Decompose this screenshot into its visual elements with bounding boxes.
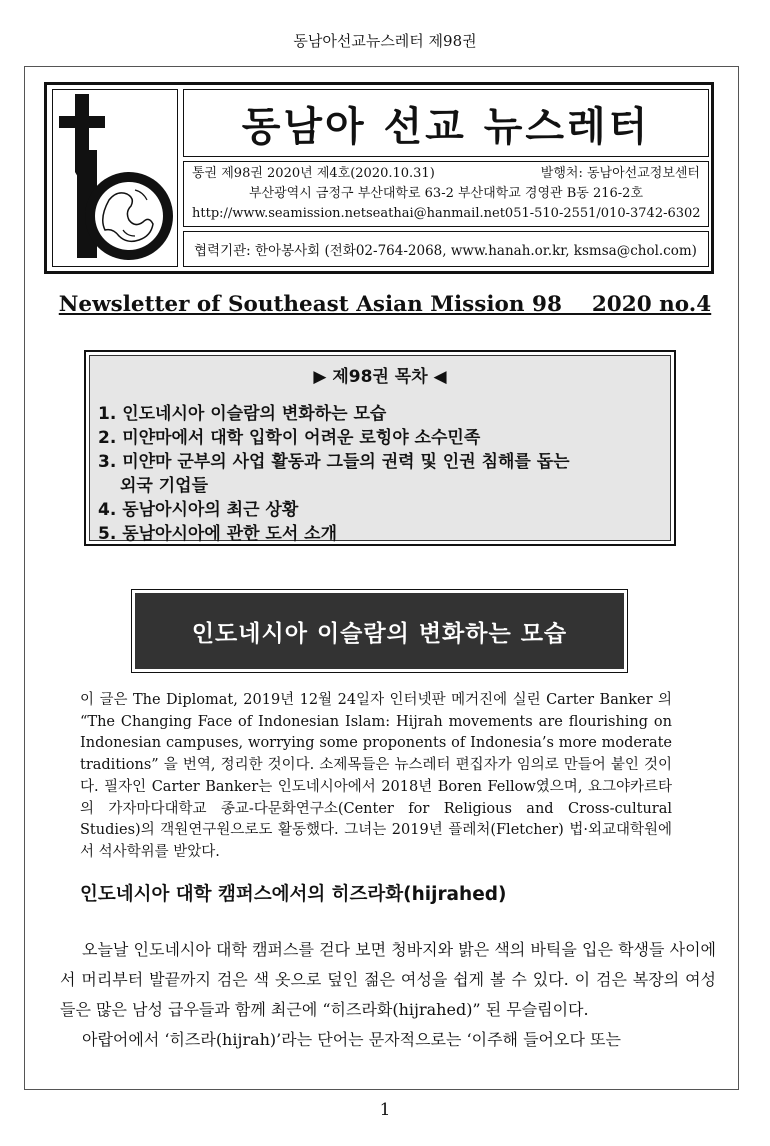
intro-paragraph: 이 글은 The Diplomat, 2019년 12월 24일자 인터넷판 메거진에 실린 Carter Banker 의 “The Changing Face of Indonesian Islam: Hijrah movements are flourishing on Indonesian campuses, worrying some proponents of Indonesia’s more moderate traditions” 을 번역, 정리한 것이다. 소제목들은 뉴스레터 편집자가 임의로 만들어 붙인 것이다. 필자인 Carter Banker는 인도네시아에서 2018년 Boren Fellow였으며, 요그야카르타의 가자마다대학교 종교-다문화연구소(Center for Religious and Cross-cultural Studies)의 객원연구원으로도 활동했다. 그녀는 2019년 플레처(Fletcher) 법·외교대학원에서 석사학위를 받았다.	[80, 692, 672, 860]
page-number: 1	[379, 1100, 391, 1120]
english-title: Newsletter of Southeast Asian Mission 98 2020 no.4	[58, 292, 712, 317]
logo-letters	[67, 96, 97, 97]
body-text	[60, 935, 716, 1055]
cooperation-box	[183, 231, 709, 267]
toc-item[interactable]: 1. 인도네시아 이슬람의 변화하는 모습	[98, 404, 387, 424]
table-of-contents	[84, 350, 676, 546]
info-row-contact	[192, 204, 700, 224]
section-title: 인도네시아 이슬람의 변화하는 모습	[135, 593, 624, 669]
masthead	[44, 82, 714, 274]
body-paragraph: 오늘날 인도네시아 대학 캠퍼스를 걷다 보면 청바지와 밝은 색의 바틱을 입은 학생들 사이에서 머리부터 발끝까지 검은 색 옷으로 덮인 젊은 여성을 쉽게 볼 수 있다. 이 검은 복장의 여성들은 많은 남성 급우들과 함께 최근에 “히즈라화(hijrahed)” 된 무슬림이다.	[60, 940, 716, 1019]
cooperation-text: 협력기관: 한아봉사회 (전화02-764-2068, www.hanah.or.kr, ksmsa@chol.com)	[194, 243, 697, 259]
body-paragraph: 아랍어에서 ‘히즈라(hijrah)’라는 단어는 문자적으로는 ‘이주해 들어오다 또는	[82, 1030, 621, 1049]
toc-item[interactable]: 3. 미얀마 군부의 사업 활동과 그들의 권력 및 인권 침해를 돕는	[98, 452, 570, 472]
section-banner	[131, 589, 628, 673]
subheading: 인도네시아 대학 캠퍼스에서의 히즈라화(hijrahed)	[80, 884, 507, 905]
toc-item-continuation[interactable]: 외국 기업들	[120, 476, 209, 496]
issue-info: 통권 제98권 2020년 제4호(2020.10.31)	[192, 166, 435, 181]
info-row-issue	[192, 164, 700, 184]
info-row-address	[192, 184, 700, 204]
toc-item[interactable]: 4. 동남아시아의 최근 상황	[98, 500, 299, 520]
toc-panel	[89, 355, 671, 544]
seam-logo	[52, 89, 178, 267]
address: 부산광역시 금정구 부산대학로 63-2 부산대학교 경영관 B동 216-2호	[249, 186, 643, 201]
email-link[interactable]: seathai@hanmail.net	[365, 206, 505, 221]
toc-list	[90, 402, 670, 546]
info-box	[183, 161, 709, 227]
title-box	[183, 89, 709, 157]
toc-heading: ▶ 제98권 목차 ◀	[313, 367, 447, 387]
running-head: 동남아선교뉴스레터 제98권	[293, 32, 477, 50]
toc-item[interactable]: 2. 미얀마에서 대학 입학이 어려운 로힝야 소수민족	[98, 428, 481, 448]
toc-item[interactable]: 5. 동남아시아에 관한 도서 소개	[98, 524, 338, 544]
publisher: 발행처: 동남아선교정보센터	[540, 166, 700, 181]
website-link[interactable]: http://www.seamission.net	[192, 206, 366, 221]
phone: 051-510-2551/010-3742-6302	[504, 206, 701, 221]
cross-globe-logo-icon	[53, 90, 177, 266]
newsletter-title: 동남아 선교 뉴스레터	[241, 103, 651, 150]
